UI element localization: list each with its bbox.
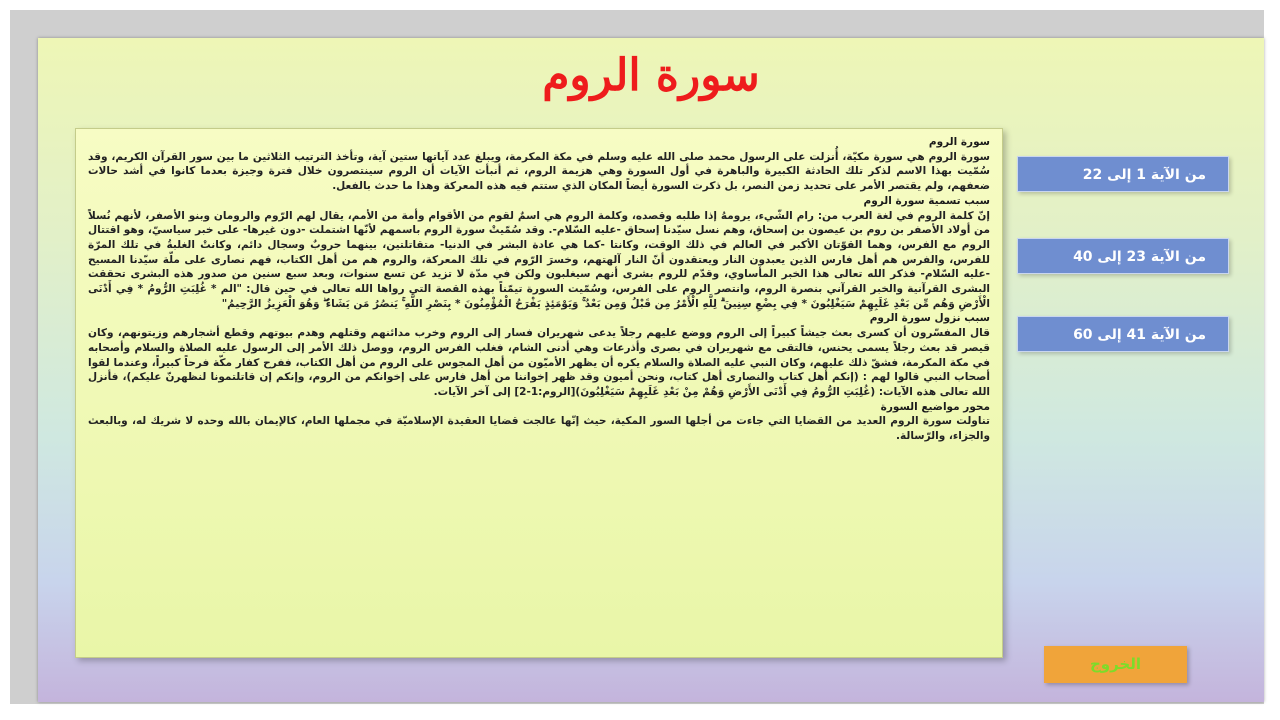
paragraph: قال المفسّرون أن كسرى بعث جيشاً كبيراً إلى الروم ووضع عليهم رجلاً يدعى شهريران فسار إلى الروم وخرب مدائنهم وقتلهم وهدم بيوتهم وقطع أشجارهم وزيتونهم، وكان قيصر قد بعث رجلاً يسمى يحنس، فالتقى مع شهريران في بصرى وأذرعات وهي أدنى الشام، فغلب الفرس الروم، ووصل ذلك الأمر إلى الرسول عليه الصلاة والسلام وأصحابه في مكة المكرمة، فشقّ ذلك عليهم، وكان النبي عليه الصلاة والسلام يكره أن يظهر الأميّون من أهل المجوس على الروم من أهل الكتاب، ففرح كفار مكّة فرحاً كبيراً، وعندما لقوا أصحاب النبي قالوا لهم : (إنكم أهل كتاب والنصارى أهل كتاب، ونحن أميون وقد ظهر إخواننا من أهل فارس على إخوانكم من الروم، وإنكم إن قاتلتمونا لنظهرنّ عليكم)، فأنزل الله تعالى هذه الآيات: (غُلِبَتِ الرُّومُ فِي أَدْنَى الأَرْضِ وَهُمْ مِنْ بَعْدِ غَلَبِهِمْ سَيَغْلِبُونَ)[الروم:1-2] إلى آخر الآيات. [88, 327, 990, 398]
section-heading: سورة الروم [928, 136, 990, 148]
section-heading: محور مواضيع السورة [880, 400, 990, 413]
nav-button-verses-1-22[interactable]: من الآية 1 إلى 22 [1017, 156, 1229, 192]
paragraph: سورة الروم هي سورة مكيّة، أُنزلت على الرسول محمد صلى الله عليه وسلم في مكة المكرمة، ويبلغ عدد آياتها ستين آية، وتأخذ الترتيب الثلاثين ما بين سور القرآن الكريم، وقد سُمّيت بهذا الاسم لذكر تلك الحادثة الكبيرة والباهرة في أول السورة وهي هزيمة الروم، ثم أنبأت الآيات أن الروم سينتصرون خلال فترة وجيزة بعدما كانوا في أشد حالات ضعفهم، ولم يقتصر الأمر على تحديد زمن النصر، بل ذكرت السورة أيضاً المكان الذي ستتم فيه هذه المعركة وهذا ما حدث بالفعل. [88, 150, 990, 193]
text-panel [75, 128, 1003, 658]
nav-button-verses-23-40[interactable]: من الآية 23 إلى 40 [1017, 238, 1229, 274]
section-heading: سبب تسمية سورة الروم [863, 194, 990, 207]
page-title: سورة الروم [542, 50, 760, 101]
slide-frame [10, 10, 1264, 704]
nav-button-verses-41-60[interactable]: من الآية 41 إلى 60 [1017, 316, 1229, 352]
exit-button[interactable]: الخروج [1044, 646, 1187, 683]
paragraph: تناولت سورة الروم العديد من القضايا التي جاءت من أجلها السور المكية، حيث إنّها عالجت قضايا العقيدة الإسلاميّة في مجملها العام، كالإيمان بالله وحده لا شريك له، وبالبعث والجزاء، والرّسالة. [88, 415, 990, 443]
paragraph: إنّ كلمة الروم في لغة العرب من: رام الشّيء، يرومهُ إذا طلبه وقصده، وكلمة الروم هي اسمٌ لقوم من الأقوام وأمة من الأمم، يقال لهم الرّوم والرومان وبنو الأصفر، لأنهم نُسلاً من أولاد الأصفر بن روم بن عيصون بن إسحاق، وهم نسل سيّدنا إسحاق -عليه السّلام-. وقد سُمّيتْ سورة الروم باسمهم لأنّها اشتملت -دون غيرها- على خبر سياسيّ، وهو اقتتال الروم مع الفرس، وهما القوّتان الأكبر في العالم في ذلك الوقت، وكانتا -كما هي عادة البشر في الدنيا- متقاتلتين، بينهما حروبٌ وسجال دائم، وكانتْ الغلبةُ في تلك المرّة للفرس، والفرس هم أهل فارس الذين يعبدون النار ويعتقدون أنّ النار آلهتهم، وخسرَ الرّوم في تلك المعركة، والروم هم من أهل الكتاب، فهم نصارى على ملّة سيّدنا المسيح -عليه السّلام- فذكر الله تعالى هذا الخبر المأساوي، وقدّم للروم بشرى أنهم سيغلبون ولكن في مدّة لا تزيد عن تسع سنوات، وبعد سبع سنين من صدور هذه البشرى تحققت البشرى القرآنية والخبر القرآني بنصرة الروم، وانتصر الروم على الفرس، وسُمّيت السورة تيمّناً بهذه القصة التي رواها الله تعالى في حين قال: "الم * غُلِبَتِ الرُّومُ * فِي أَدْنَى الْأَرْضِ وَهُم مِّن بَعْدِ غَلَبِهِمْ سَيَغْلِبُونَ * فِي بِضْعِ سِنِينَ ۗ لِلَّهِ الْأَمْرُ مِن قَبْلُ وَمِن بَعْدُ ۚ وَيَوْمَئِذٍ يَفْرَحُ الْمُؤْمِنُونَ * بِنَصْرِ اللَّهِ ۚ يَنصُرُ مَن يَشَاءُ ۖ وَهُوَ الْعَزِيزُ الرَّحِيمُ" [88, 209, 990, 310]
section-heading: سبب نزول سورة الروم [869, 312, 990, 325]
slide [38, 38, 1264, 702]
